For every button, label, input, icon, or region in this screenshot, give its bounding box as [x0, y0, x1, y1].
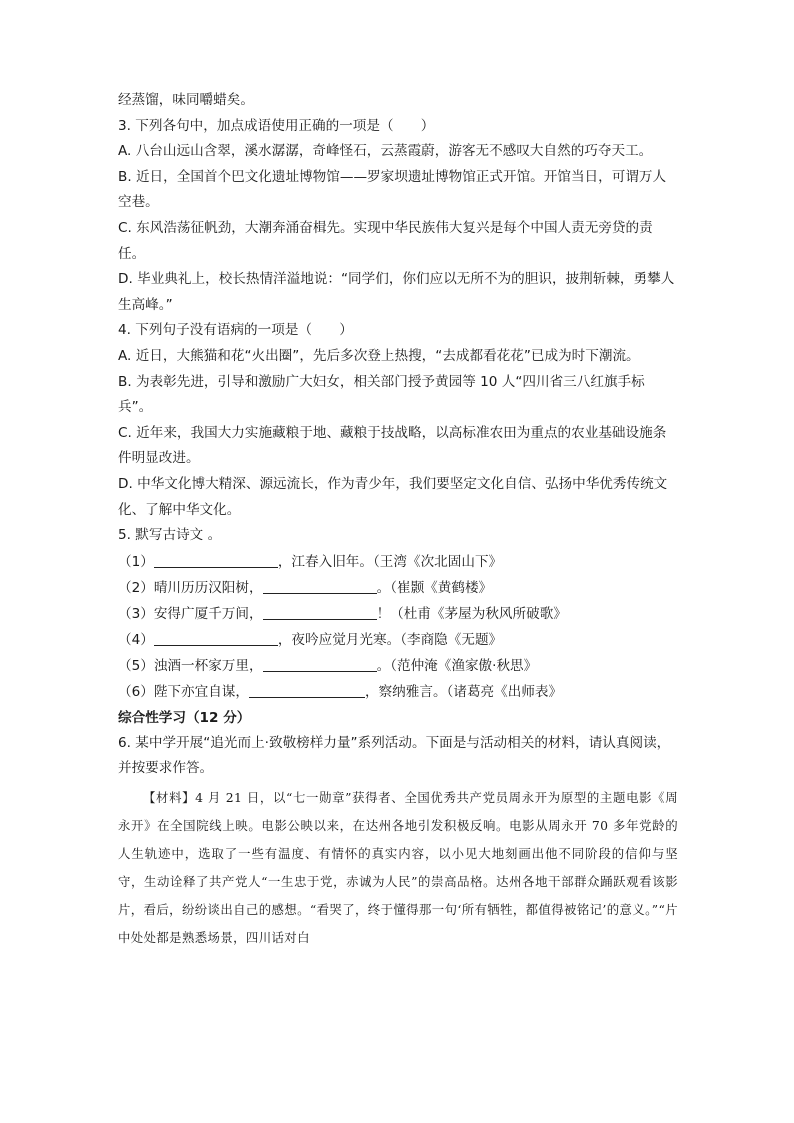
recitation-item-3 [118, 601, 678, 627]
recitation-item-4 [118, 627, 678, 653]
item-text: 安得广厦千万间， [153, 605, 263, 622]
recitation-item-2 [118, 575, 678, 601]
question-3-option-c: C. 东风浩荡征帆劲，大潮奔涌奋楫先。实现中华民族伟大复兴是每个中国人责无旁贷的责任。 [118, 219, 653, 262]
item-number: （2） [118, 579, 154, 596]
item-number: （6） [118, 683, 154, 700]
item-text: 晴川历历汉阳树， [153, 579, 263, 596]
recitation-item-6 [118, 679, 678, 705]
question-3-stem: 3. 下列各句中，加点成语使用正确的一项是（ ） [118, 117, 435, 134]
question-3-option-d: D. 毕业典礼上，校长热情洋溢地说：“同学们，你们应以无所不为的胆识，披荆斩棘，勇攀人生高峰。” [118, 271, 675, 313]
question-6-material: 【材料】4 月 21 日，以“七一勋章”获得者、全国优秀共产党员周永开为原型的主题电影《周永开》在全国院线上映。电影公映以来，在达州各地引发积极反响。电影从周永开 70 多年党龄的人生轨迹中，选取了一些有温度、有情怀的真实内容，以小见大地刻画出他不同阶段的信仰与坚守，生动诠释了共产党人“一生忠于党，赤诚为人民”的崇高品格。达州各地干部群众踊跃观看该影片，看后，纷纷谈出自己的感想。“看哭了，终于懂得那一句‘所有牺牲，都值得被铭记’的意义。”“片中处处都是熟悉场景，四川话对白 [118, 789, 678, 945]
question-6 [118, 731, 678, 952]
exam-page [118, 88, 678, 952]
item-text: 浊酒一杯家万里， [153, 657, 263, 674]
item-text: ，察纳雅言。（诸葛亮《出师表》 [365, 683, 563, 700]
item-text: 陛下亦宜自谋， [153, 683, 249, 700]
question-3 [118, 114, 678, 319]
item-text: 。（范仲淹《渔家傲·秋思》 [376, 657, 538, 674]
item-number: （3） [118, 605, 154, 622]
recitation-item-1 [118, 549, 678, 575]
item-text: ，夜吟应觉月光寒。（李商隐《无题》 [277, 631, 503, 648]
question-4 [118, 318, 678, 523]
item-text: 。（崔颢《黄鹤楼》 [376, 579, 493, 596]
question-4-option-d: D. 中华文化博大精深、源远流长，作为青少年，我们要坚定文化自信、弘扬中华优秀传统文化、了解中华文化。 [118, 475, 668, 518]
question-6-stem: 6. 某中学开展“追光而上·致敬榜样力量”系列活动。下面是与活动相关的材料，请认真阅读，并按要求作答。 [118, 734, 671, 777]
answer-blank[interactable] [263, 579, 377, 594]
question-4-option-a: A. 近日，大熊猫和花“火出圈”，先后多次登上热搜，“去成都看花花”已成为时下潮流。 [118, 347, 640, 364]
item-number: （5） [118, 657, 154, 674]
recitation-item-5 [118, 653, 678, 679]
question-5-stem: 5. 默写古诗文 。 [118, 527, 222, 544]
answer-blank[interactable] [263, 605, 377, 620]
question-4-stem: 4. 下列句子没有语病的一项是（ ） [118, 322, 353, 339]
question-5 [118, 523, 678, 705]
answer-blank[interactable] [263, 657, 377, 672]
intro-tail: 经蒸馏，味同嚼蜡矣。 [118, 92, 254, 108]
question-3-option-a: A. 八台山远山含翠，溪水潺潺，奇峰怪石，云蒸霞蔚，游客无不感叹大自然的巧夺天工。 [118, 143, 653, 160]
question-4-option-c: C. 近年来，我国大力实施藏粮于地、藏粮于技战略，以高标准农田为重点的农业基础设施条件明显改进。 [118, 424, 667, 467]
answer-blank[interactable] [154, 631, 278, 646]
answer-blank[interactable] [249, 683, 365, 698]
question-3-option-b: B. 近日，全国首个巴文化遗址博物馆——罗家坝遗址博物馆正式开馆。开馆当日，可谓万人空巷。 [118, 168, 667, 211]
item-text: ！（杜甫《茅屋为秋风所破歌》 [376, 605, 567, 622]
item-number: （4） [118, 631, 154, 648]
answer-blank[interactable] [154, 553, 278, 568]
item-text: ，江春入旧年。（王湾《次北固山下》 [277, 553, 503, 570]
item-number: （1） [118, 553, 154, 570]
section-title: 综合性学习（12 分） [118, 709, 251, 726]
question-4-option-b: B. 为表彰先进，引导和激励广大妇女，相关部门授予黄园等 10 人“四川省三八红旗手标兵”。 [118, 373, 645, 416]
